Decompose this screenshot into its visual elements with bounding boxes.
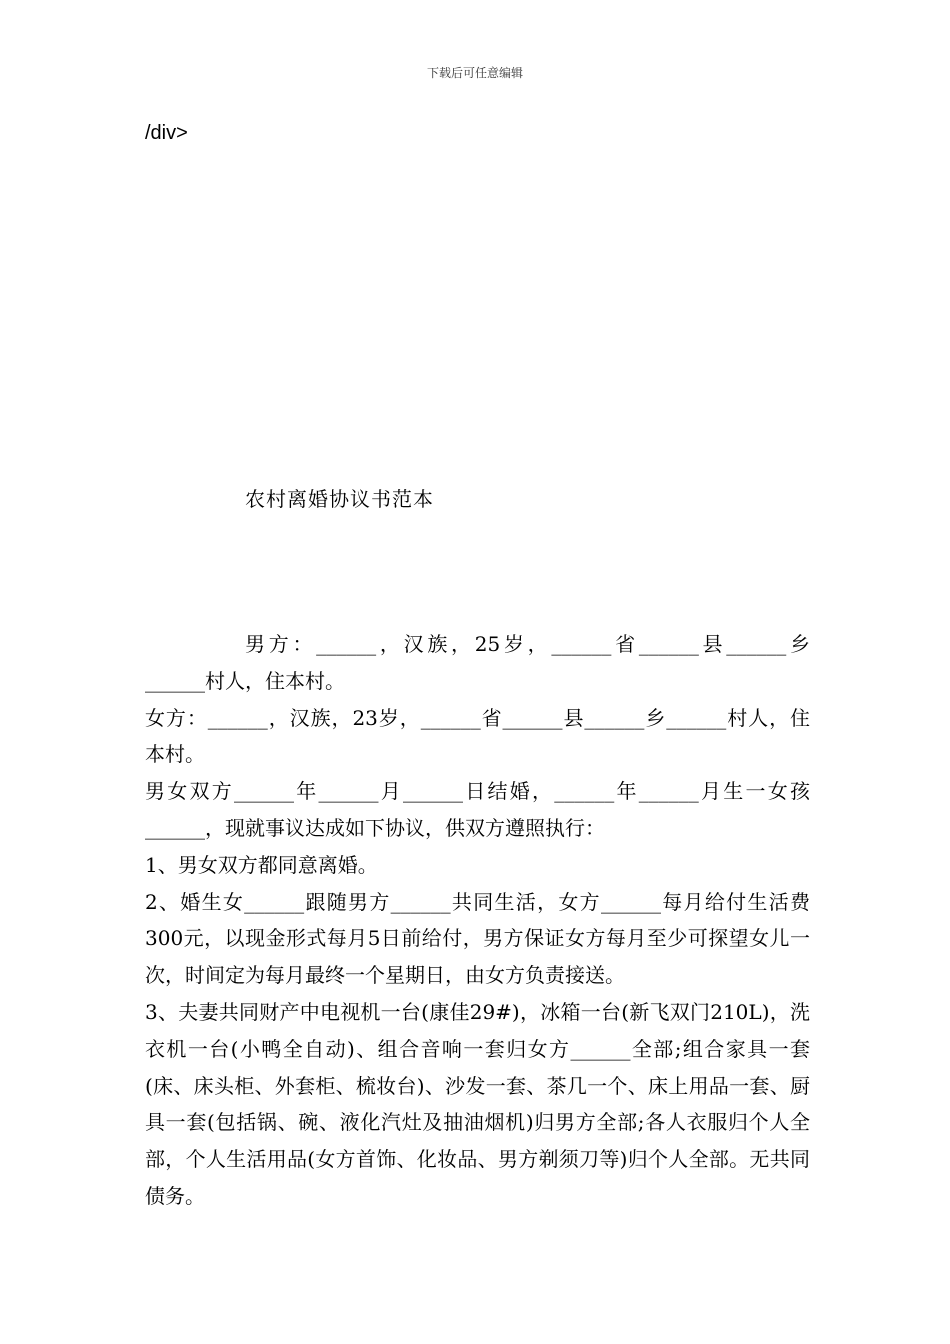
document-body [145,626,810,1215]
paragraph-male-party: 男方：______，汉族，25岁，______省______县______乡______村人，住本村。 [145,632,810,693]
page-header: 下载后可任意编辑 [426,66,523,80]
paragraph-clause-3: 3、夫妻共同财产中电视机一台(康佳29#)，冰箱一台(新飞双门210L)，洗衣机一台(小鸭全自动)、组合音响一套归女方______全部;组合家具一套(床、床头柜、外套柜、梳妆台)、沙发一套、茶几一个、床上用品一套、厨具一套(包括锅、碗、液化汽灶及抽油烟机)归男方全部;各人衣服归个人全部，个人生活用品(女方首饰、化妆品、男方剃须刀等)归个人全部。无共同债务。 [145,999,810,1208]
document-title: 农村离婚协议书范本 [245,487,434,511]
paragraph-clause-2: 2、婚生女______跟随男方______共同生活，女方______每月给付生活费300元，以现金形式每月5日前给付，男方保证女方每月至少可探望女儿一次，时间定为每月最终一个星期日，由女方负责接送。 [145,889,810,988]
stray-html-tag-text: /div> [145,122,188,144]
paragraph-marriage-info: 男女双方______年______月______日结婚，______年______月生一女孩______，现就事议达成如下协议，供双方遵照执行： [145,779,810,840]
paragraph-clause-1: 1、男女双方都同意离婚。 [145,852,378,877]
paragraph-female-party: 女方：______，汉族，23岁，______省______县______乡______村人，住本村。 [145,705,810,767]
